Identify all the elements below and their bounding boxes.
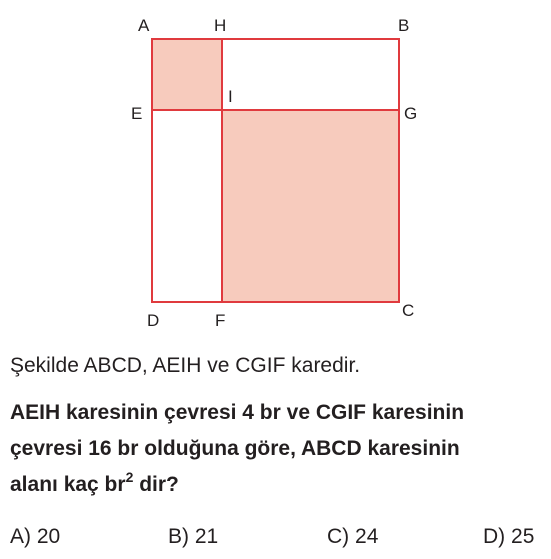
square-cgif-fill [222,110,399,302]
label-h: H [214,16,227,35]
question-line-3-end: dir? [133,473,179,496]
choice-a-value: 20 [36,525,61,548]
choice-d-letter: D) [483,525,506,548]
choice-b-letter: B) [168,525,189,548]
label-b: B [398,16,410,35]
choice-c-value: 24 [355,525,379,548]
label-e: E [131,104,143,123]
question-line-2: çevresi 16 br olduğuna göre, ABCD karesinin [10,437,460,460]
choice-d[interactable] [483,523,534,551]
label-i: I [228,87,233,106]
square-aeih-fill [152,39,222,110]
question-text [10,395,545,503]
label-f: F [215,311,226,330]
label-d: D [147,311,160,330]
answer-choices [10,523,551,553]
problem-statement: Şekilde ABCD, AEIH ve CGIF karedir. [10,354,361,377]
choice-c-letter: C) [327,525,350,548]
question-line-1: AEIH karesinin çevresi 4 br ve CGIF karesinin [10,401,465,424]
unit-exponent: 2 [125,469,134,485]
choice-b[interactable] [168,523,218,551]
question-line-3: alanı kaç br [10,473,126,496]
label-g: G [404,104,418,123]
choice-b-value: 21 [194,525,219,548]
label-c: C [402,301,415,320]
choice-a[interactable] [10,523,60,551]
choice-c[interactable] [327,523,378,551]
label-a: A [138,16,150,35]
choice-a-letter: A) [10,525,31,548]
choice-d-value: 25 [511,525,535,548]
